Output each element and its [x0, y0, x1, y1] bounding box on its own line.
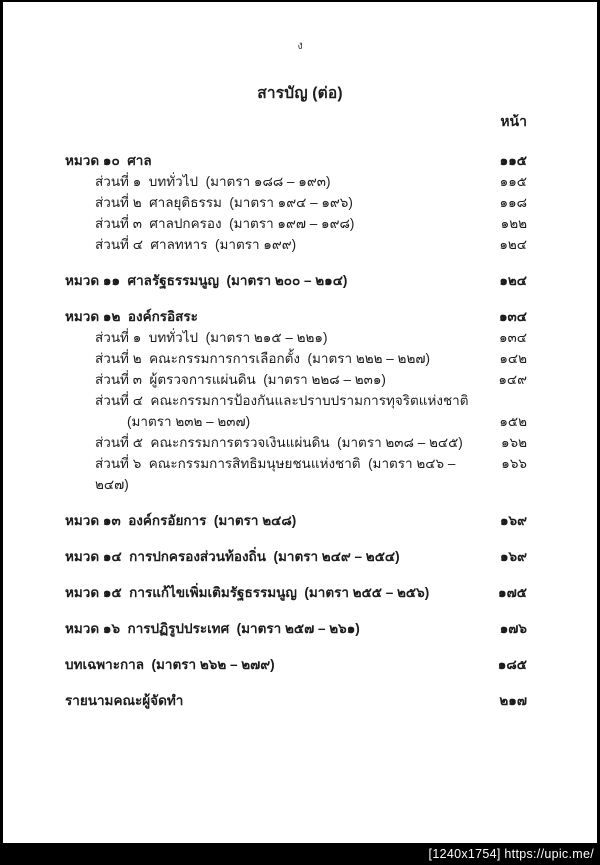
toc-entry-label: ส่วนที่ ๕ คณะกรรมการตรวจเงินแผ่นดิน (มาตรา ๒๓๘ – ๒๔๕)	[95, 435, 463, 450]
toc-row	[3, 150, 597, 171]
toc-entry-page-number: ๑๑๕	[499, 174, 527, 189]
toc-row	[3, 690, 597, 711]
toc-entry-label: หมวด ๑๔ การปกครองส่วนท้องถิ่น (มาตรา ๒๔๙ – ๒๕๔)	[65, 549, 400, 564]
toc-entry-label: ส่วนที่ ๖ คณะกรรมการสิทธิมนุษยชนแห่งชาติ (มาตรา ๒๔๖ – ๒๔๗)	[95, 456, 460, 492]
toc-entry-page-number: ๑๖๙	[499, 513, 527, 528]
toc-entry-page-number: ๑๗๖	[499, 621, 527, 636]
toc-row	[3, 192, 597, 213]
toc-row	[3, 510, 597, 531]
toc-row	[3, 411, 597, 432]
toc-row	[3, 432, 597, 453]
toc-entry-page-number: ๑๕๒	[499, 414, 527, 429]
toc-row	[3, 453, 597, 495]
toc-entry-label: หมวด ๑๐ ศาล	[65, 153, 152, 168]
toc-entry-page-number: ๑๑๘	[499, 195, 527, 210]
toc-entry-label: ส่วนที่ ๔ ศาลทหาร (มาตรา ๑๙๙)	[95, 237, 297, 252]
toc-row	[3, 390, 597, 411]
page-column-header: หน้า	[500, 113, 527, 129]
toc-entry-label: (มาตรา ๒๓๒ – ๒๓๗)	[127, 414, 251, 429]
toc-entry-label: ส่วนที่ ๑ บททั่วไป (มาตรา ๒๑๕ – ๒๒๑)	[95, 330, 328, 345]
toc-entry-label: ส่วนที่ ๒ ศาลยุติธรรม (มาตรา ๑๙๔ – ๑๙๖)	[95, 195, 353, 210]
toc-entry-label: ส่วนที่ ๓ ผู้ตรวจการแผ่นดิน (มาตรา ๒๒๘ – ๒๓๑)	[95, 372, 386, 387]
toc-row	[3, 348, 597, 369]
toc-entry-label: หมวด ๑๒ องค์กรอิสระ	[65, 309, 198, 324]
toc-row	[3, 270, 597, 291]
toc-entry-page-number: ๑๘๕	[497, 657, 527, 672]
toc-row	[3, 171, 597, 192]
toc-entry-page-number: ๒๑๗	[499, 693, 527, 708]
toc-entry-label: บทเฉพาะกาล (มาตรา ๒๖๒ – ๒๗๙)	[65, 657, 275, 672]
toc-entry-page-number: ๑๖๒	[500, 435, 527, 450]
toc-row	[3, 369, 597, 390]
toc-entry-page-number: ๑๗๕	[498, 585, 527, 600]
toc-entry-label: ส่วนที่ ๒ คณะกรรมการการเลือกตั้ง (มาตรา ๒๒๒ – ๒๒๗)	[95, 351, 430, 366]
table-of-contents	[3, 150, 597, 711]
toc-row	[3, 213, 597, 234]
toc-entry-page-number: ๑๓๔	[498, 309, 527, 324]
page-title: สารบัญ (ต่อ)	[257, 85, 343, 102]
toc-row	[3, 618, 597, 639]
toc-entry-label: หมวด ๑๑ ศาลรัฐธรรมนูญ (มาตรา ๒๐๐ – ๒๑๔)	[65, 273, 348, 288]
watermark-text: [1240x1754] https://upic.me/	[428, 847, 594, 861]
toc-entry-page-number: ๑๔๙	[498, 372, 527, 387]
toc-entry-label: หมวด ๑๖ การปฏิรูปประเทศ (มาตรา ๒๕๗ – ๒๖๑)	[65, 621, 360, 636]
toc-entry-label: ส่วนที่ ๓ ศาลปกครอง (มาตรา ๑๙๗ – ๑๙๘)	[95, 216, 355, 231]
toc-row	[3, 546, 597, 567]
toc-entry-label: ส่วนที่ ๑ บททั่วไป (มาตรา ๑๘๘ – ๑๙๓)	[95, 174, 331, 189]
toc-entry-label: หมวด ๑๕ การแก้ไขเพิ่มเติมรัฐธรรมนูญ (มาตรา ๒๕๕ – ๒๕๖)	[65, 585, 430, 600]
running-page-marker: ง	[297, 40, 303, 52]
toc-row	[3, 654, 597, 675]
toc-entry-page-number: ๑๓๔	[498, 330, 527, 345]
watermark-bar	[0, 843, 600, 865]
toc-row	[3, 582, 597, 603]
toc-row	[3, 306, 597, 327]
toc-entry-page-number: ๑๖๙	[499, 549, 527, 564]
toc-entry-page-number: ๑๒๔	[499, 237, 527, 252]
toc-row	[3, 234, 597, 255]
toc-entry-page-number: ๑๖๖	[501, 456, 527, 471]
toc-entry-label: รายนามคณะผู้จัดทำ	[65, 693, 184, 708]
toc-entry-page-number: ๑๒๒	[500, 216, 527, 231]
toc-entry-label: หมวด ๑๓ องค์กรอัยการ (มาตรา ๒๔๘)	[65, 513, 297, 528]
toc-entry-page-number: ๑๑๕	[499, 153, 527, 168]
document-page	[3, 2, 597, 843]
toc-entry-page-number: ๑๔๒	[499, 351, 527, 366]
toc-entry-label: ส่วนที่ ๔ คณะกรรมการป้องกันและปราบปรามการทุจริตแห่งชาติ	[95, 393, 469, 408]
toc-row	[3, 327, 597, 348]
toc-entry-page-number: ๑๒๔	[499, 273, 527, 288]
